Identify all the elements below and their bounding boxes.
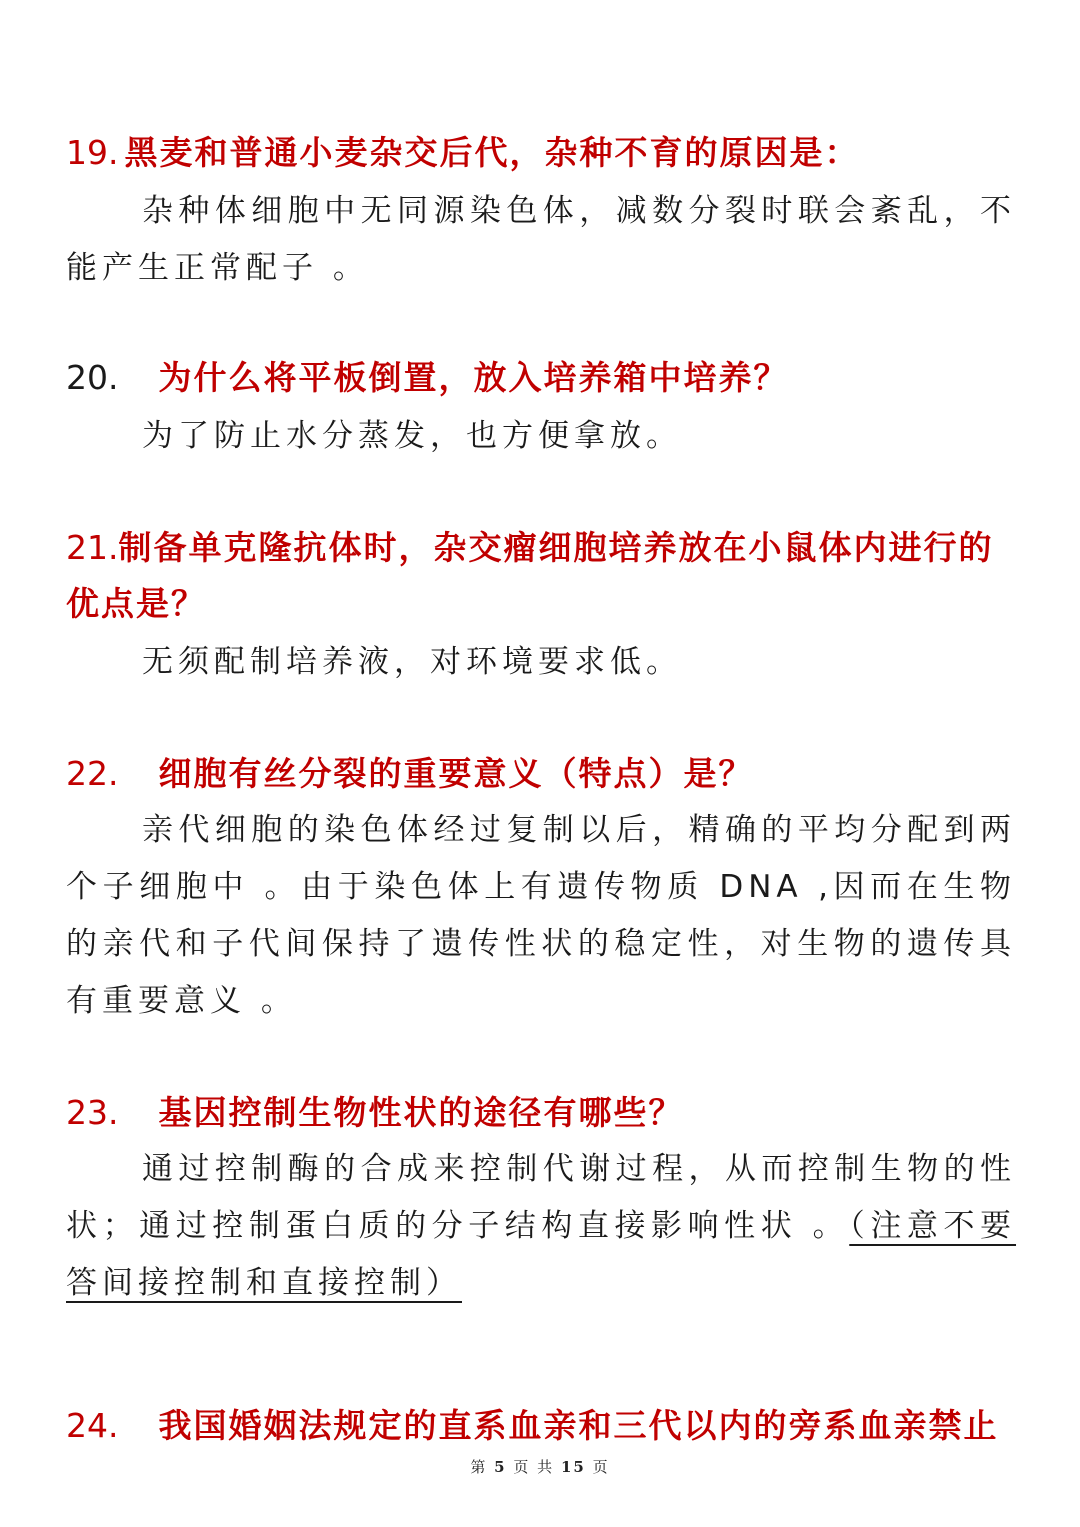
question-number: 23. [66, 1093, 119, 1132]
page-footer: 第 5 页 共 15 页 [470, 1458, 610, 1476]
question-number: 24. [66, 1406, 119, 1445]
answer-23 [66, 1141, 1016, 1312]
answer-22: 亲代细胞的染色体经过复制以后，精确的平均分配到两个子细胞中 。由于染色体上有遗传物质 DNA ,因而在生物的亲代和子代间保持了遗传性状的稳定性，对生物的遗传具有重要意义 。 [66, 812, 1016, 1019]
question-19 [66, 125, 1026, 181]
answer-23-note: （注意不要答间接控制和直接控制） [66, 1208, 1017, 1301]
question-text: 细胞有丝分裂的重要意义（特点）是？ [158, 754, 754, 793]
question-number: 20. [66, 358, 119, 397]
question-21 [66, 520, 1026, 576]
question-24 [66, 1398, 1026, 1454]
question-number: 21. [66, 528, 119, 567]
question-text: 黑麦和普通小麦杂交后代，杂种不育的原因是： [124, 133, 860, 172]
question-number: 19. [66, 133, 119, 172]
question-21-line2: 优点是？ [66, 584, 206, 623]
question-20 [66, 350, 1026, 406]
total-page-number: 15 [560, 1458, 586, 1476]
answer-21: 无须配制培养液，对环境要求低。 [142, 644, 682, 680]
answer-23-main: 通过控制酶的合成来控制代谢过程，从而控制生物的性状；通过控制蛋白质的分子结构直接影响性状 。 [66, 1151, 1016, 1244]
question-text: 为什么将平板倒置，放入培养箱中培养？ [158, 358, 789, 397]
current-page-number: 5 [494, 1458, 507, 1476]
question-text: 制备单克隆抗体时，杂交瘤细胞培养放在小鼠体内进行的 [118, 528, 994, 567]
question-text: 我国婚姻法规定的直系血亲和三代以内的旁系血亲禁止 [158, 1406, 999, 1445]
answer-19: 杂种体细胞中无同源染色体，减数分裂时联会紊乱，不能产生正常配子 。 [66, 193, 1016, 286]
answer-20: 为了防止水分蒸发，也方便拿放。 [142, 418, 682, 454]
question-23 [66, 1085, 1026, 1141]
question-22 [66, 746, 1026, 802]
question-number: 22. [66, 754, 119, 793]
question-text: 基因控制生物性状的途径有哪些？ [158, 1093, 684, 1132]
